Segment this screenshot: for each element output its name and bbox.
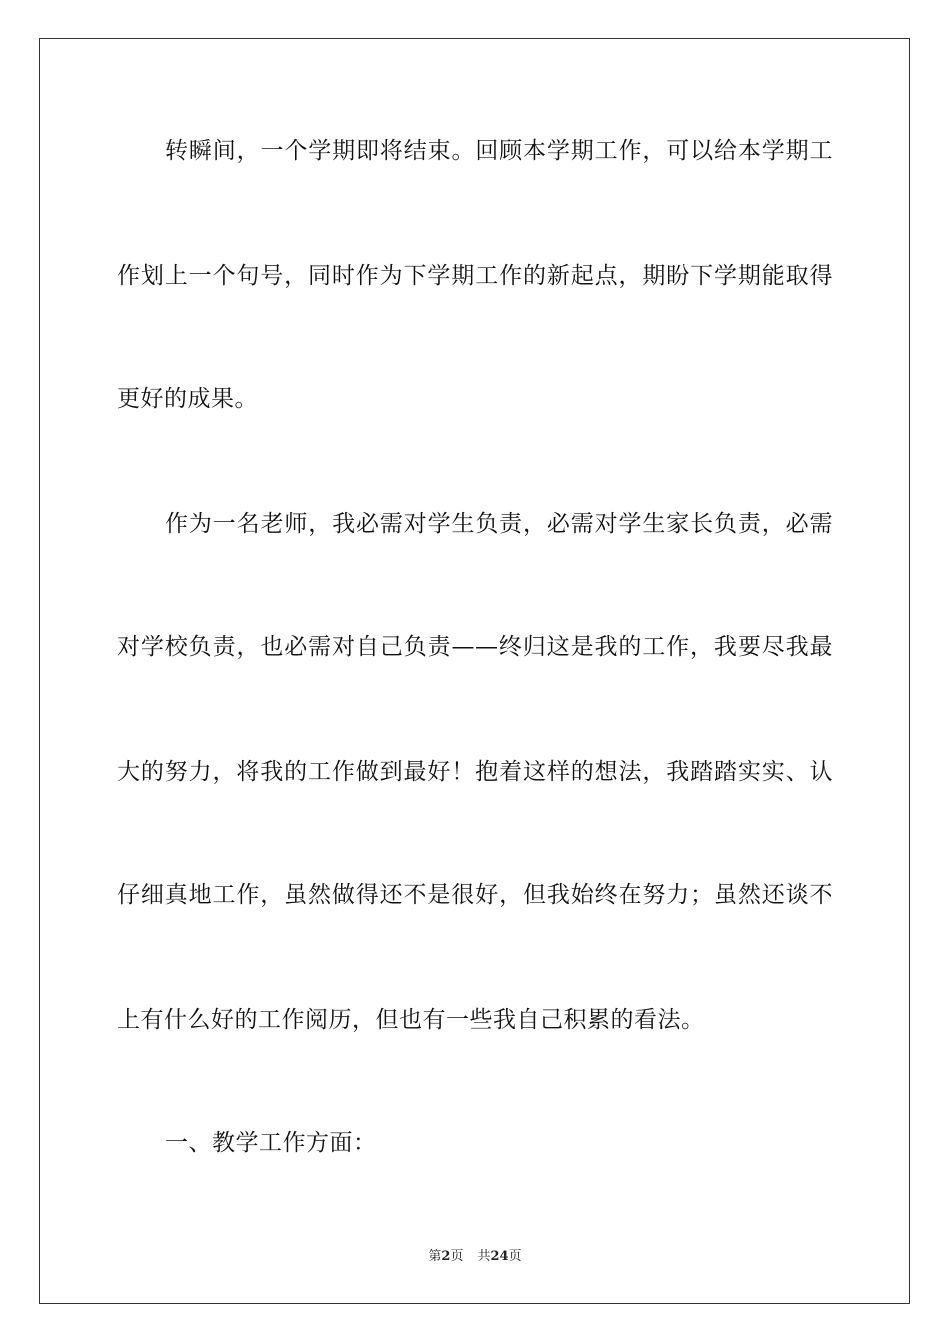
paragraph-1-line-3: 更好的成果。 [117,386,258,412]
page-border [39,38,910,1304]
total-prefix: 共 [477,1249,491,1264]
paragraph-2-line-5: 上有什么好的工作阅历，但也有一些我自己积累的看法。 [117,1007,705,1033]
paragraph-2-line-3: 大的努力，将我的工作做到最好！抱着这样的想法，我踏踏实实、认 [117,759,833,785]
paragraph-2-line-2: 对学校负责，也必需对自己负责——终归这是我的工作，我要尽我最 [117,634,833,660]
page-suffix: 页 [450,1249,464,1264]
section-heading: 一、教学工作方面： [165,1130,377,1156]
page-number: 2 [441,1249,451,1264]
paragraph-1-line-1: 转瞬间，一个学期即将结束。回顾本学期工作，可以给本学期工 [165,138,833,164]
total-suffix: 页 [508,1249,522,1264]
total-pages: 24 [490,1249,509,1264]
page-prefix: 第 [428,1249,442,1264]
paragraph-2-line-4: 仔细真地工作，虽然做得还不是很好，但我始终在努力；虽然还谈不 [117,882,833,908]
page-footer [0,1248,950,1266]
paragraph-1-line-2: 作划上一个句号，同时作为下学期工作的新起点，期盼下学期能取得 [117,263,833,289]
paragraph-2-line-1: 作为一名老师，我必需对学生负责，必需对学生家长负责，必需 [165,511,833,537]
